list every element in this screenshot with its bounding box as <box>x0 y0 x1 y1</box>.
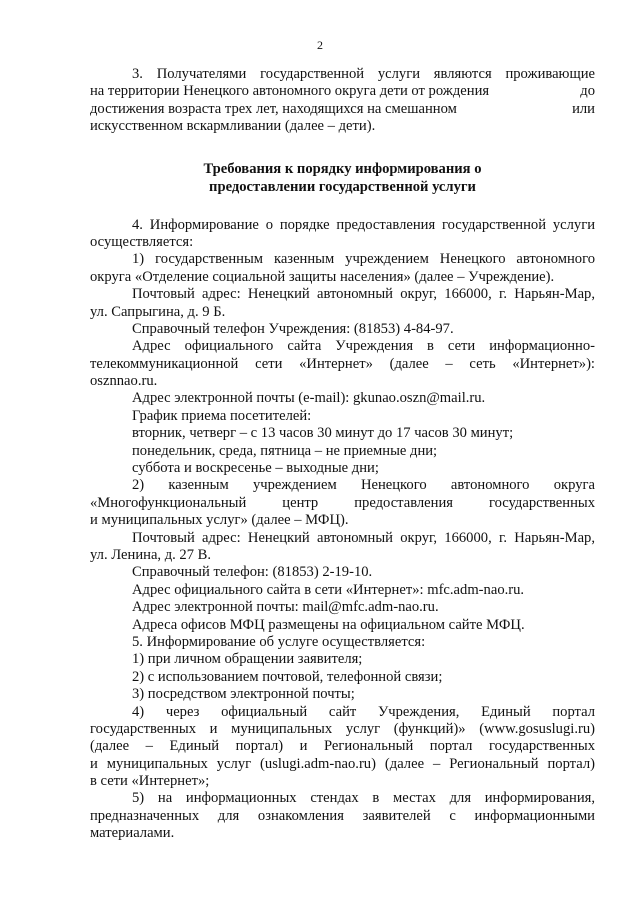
text-line: округа «Отделение социальной защиты населения» (далее – Учреждение). <box>90 268 555 285</box>
text-line: и муниципальных услуг» (далее – МФЦ). <box>90 512 349 529</box>
text-line: государственных и муниципальных услуг (функций)» (www.gosuslugi.ru) <box>90 720 595 737</box>
text-line: Справочный телефон: (81853) 2-19-10. <box>132 564 373 581</box>
text-line: 4) через официальный сайт Учреждения, Единый портал <box>132 703 595 720</box>
text-line: предназначенных для ознакомления заявителей с информационными <box>90 807 595 824</box>
text-line: (далее – Единый портал) и Региональный портал государственных <box>90 738 595 755</box>
text-line: 2) казенным учреждением Ненецкого автономного округа <box>132 477 595 494</box>
paragraph-3-right-word: до <box>580 83 595 100</box>
text-line: 5. Информирование об услуге осуществляется: <box>132 633 426 650</box>
spacer <box>90 197 595 217</box>
text-line: понедельник, среда, пятница – не приемные дни; <box>132 442 438 459</box>
text-line: ул. Ленина, д. 27 В. <box>90 546 212 563</box>
text-line: суббота и воскресенье – выходные дни; <box>132 460 379 477</box>
text-line: осуществляется: <box>90 233 194 250</box>
text-line: 3) посредством электронной почты; <box>132 686 355 703</box>
text-line: Адрес электронной почты (e-mail): gkunao.oszn@mail.ru. <box>132 390 486 407</box>
text-line: Адреса офисов МФЦ размещены на официальном сайте МФЦ. <box>132 616 525 633</box>
paragraph-3-line: 3. Получателями государственной услуги являются проживающие <box>132 66 595 82</box>
text-line: Почтовый адрес: Ненецкий автономный округ, 166000, г. Нарьян-Мар, <box>132 286 595 303</box>
paragraph-3-line <box>90 83 595 100</box>
text-line: Почтовый адрес: Ненецкий автономный округ, 166000, г. Нарьян-Мар, <box>132 529 595 546</box>
paragraph-3-right-word: или <box>572 100 595 117</box>
text-line: материалами. <box>90 825 175 842</box>
section-heading: предоставлении государственной услуги <box>209 179 476 196</box>
document-body <box>90 66 595 843</box>
text-line: 5) на информационных стендах в местах для информирования, <box>132 790 595 807</box>
text-line: вторник, четверг – с 13 часов 30 минут до 17 часов 30 минут; <box>132 425 514 442</box>
text-line: Адрес официального сайта в сети «Интернет»: mfc.adm-nao.ru. <box>132 581 525 598</box>
text-line: График приема посетителей: <box>132 407 312 424</box>
text-line: Справочный телефон Учреждения: (81853) 4-84-97. <box>132 320 454 337</box>
paragraph-3-line: искусственном вскармливании (далее – дети). <box>90 118 376 135</box>
text-line: телекоммуникационной сети «Интернет» (далее – сеть «Интернет»): <box>90 355 595 372</box>
text-line: Адрес официального сайта Учреждения в сети информационно- <box>132 338 595 355</box>
text-line: в сети «Интернет»; <box>90 773 210 790</box>
text-line: 4. Информирование о порядке предоставления государственной услуги <box>132 216 595 233</box>
text-line: 1) при личном обращении заявителя; <box>132 651 363 668</box>
text-line: 1) государственным казенным учреждением Ненецкого автономного <box>132 251 595 268</box>
paragraph-3-text: достижения возраста трех лет, находящихся на смешанном <box>90 100 457 117</box>
paragraph-3-line <box>90 101 595 118</box>
text-line: Адрес электронной почты: mail@mfc.adm-nao.ru. <box>132 599 439 616</box>
text-line: и муниципальных услуг (uslugi.adm-nao.ru) (далее – Региональный портал) <box>90 755 595 772</box>
section-heading: Требования к порядку информирования о <box>203 160 482 177</box>
text-line: osznnao.ru. <box>90 373 158 390</box>
paragraph-3-text: на территории Ненецкого автономного округа дети от рождения <box>90 83 490 100</box>
text-line: ул. Сапрыгина, д. 9 Б. <box>90 303 226 320</box>
page-number: 2 <box>317 38 323 52</box>
text-line: 2) с использованием почтовой, телефонной связи; <box>132 668 443 685</box>
text-line: «Многофункциональный центр предоставления государственных <box>90 494 595 511</box>
spacer <box>90 136 595 160</box>
